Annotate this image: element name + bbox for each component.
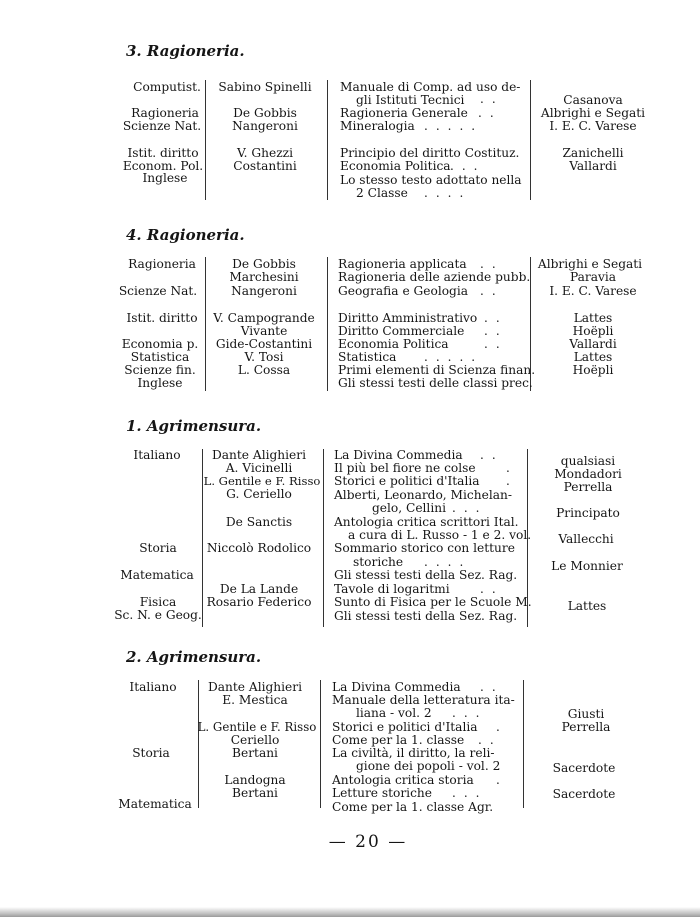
- column-divider: [205, 257, 206, 391]
- book-title: La civiltà, il diritto, la reli-: [332, 746, 495, 760]
- leader-dots: .: [496, 720, 508, 734]
- leader-dots: .: [506, 474, 518, 488]
- subject-cell: Matematica: [120, 568, 194, 582]
- author-cell: Gide-Costantini: [215, 337, 313, 351]
- author-cell: Rosario Federico: [206, 595, 312, 609]
- leader-dots: ..: [480, 680, 504, 694]
- section-title: 2. Agrimensura.: [126, 648, 262, 666]
- book-title: Antologia critica scrittori Ital.: [334, 515, 519, 529]
- book-title: Letture storiche: [332, 786, 432, 800]
- author-cell: Bertani: [232, 746, 278, 760]
- subject-cell: Economia p.: [121, 337, 199, 351]
- book-title: Come per la 1. classe: [332, 733, 465, 747]
- author-cell: Costantini: [233, 159, 297, 173]
- leader-dots: ..: [484, 324, 508, 338]
- subject-cell: Scienze Nat.: [118, 284, 198, 298]
- subject-cell: Italiano: [129, 680, 177, 694]
- publisher-cell: Lattes: [573, 311, 613, 325]
- book-title: Primi elementi di Scienza finan.: [338, 363, 536, 377]
- author-cell: Ceriello: [230, 733, 280, 747]
- subject-cell: Matematica: [118, 797, 192, 811]
- author-cell: Niccolò Rodolico: [206, 541, 312, 555]
- column-divider: [205, 80, 206, 200]
- leader-dots: ..: [478, 733, 502, 747]
- author-cell: V. Tosi: [244, 350, 284, 364]
- leader-dots: ...: [452, 786, 488, 800]
- book-title: Mineralogia: [340, 119, 415, 133]
- author-cell: Marchesini: [229, 270, 299, 284]
- author-cell: Sabino Spinelli: [218, 80, 312, 94]
- author-cell: De Gobbis: [233, 106, 297, 120]
- leader-dots: ..: [480, 257, 504, 271]
- section-title: 1. Agrimensura.: [126, 417, 262, 435]
- book-title: gli Istituti Tecnici: [356, 93, 465, 107]
- leader-dots: ..: [480, 582, 504, 596]
- book-title: Economia Politica: [340, 159, 451, 173]
- book-title: Antologia critica storia: [332, 773, 474, 787]
- publisher-cell: Albrighi e Segati: [537, 257, 643, 271]
- leader-dots: .....: [424, 350, 484, 364]
- book-title: Il più bel fiore ne colse: [334, 461, 476, 475]
- author-cell: De La Lande: [219, 582, 299, 596]
- leader-dots: ...: [452, 501, 488, 515]
- book-title: Diritto Amministrativo: [338, 311, 478, 325]
- author-cell: Nangeroni: [231, 284, 297, 298]
- author-cell: V. Ghezzi: [237, 146, 293, 160]
- subject-cell: Storia: [139, 541, 177, 555]
- leader-dots: ....: [424, 186, 472, 200]
- book-title: liana - vol. 2: [356, 706, 432, 720]
- column-divider: [327, 80, 328, 200]
- subject-cell: Statistica: [130, 350, 190, 364]
- book-title: storiche: [353, 555, 404, 569]
- book-title: Ragioneria delle aziende pubb.: [338, 270, 531, 284]
- publisher-cell: Vallardi: [569, 159, 617, 173]
- publisher-cell: Paravia: [569, 270, 617, 284]
- author-cell: De Sanctis: [225, 515, 293, 529]
- book-title: Tavole di logaritmi: [334, 582, 450, 596]
- subject-cell: Istit. diritto: [126, 311, 198, 325]
- publisher-cell: Casanova: [563, 93, 623, 107]
- author-cell: L. Gentile e F. Risso: [203, 474, 321, 488]
- publisher-cell: Albrighi e Segati: [540, 106, 646, 120]
- book-title: Ragioneria Generale: [340, 106, 468, 120]
- book-title: Principio del diritto Costituz.: [340, 146, 520, 160]
- book-title: gione dei popoli - vol. 2: [356, 759, 501, 773]
- publisher-cell: Mondadori: [554, 467, 622, 481]
- publisher-cell: Zanichelli: [562, 146, 624, 160]
- subject-cell: Italiano: [133, 448, 181, 462]
- publisher-cell: Hoëpli: [572, 363, 614, 377]
- leader-dots: .: [506, 461, 518, 475]
- subject-cell: Scienze Nat.: [122, 119, 202, 133]
- book-title: 2 Classe: [356, 186, 408, 200]
- page-edge-shadow: [0, 907, 700, 917]
- book-title: Storici e politici d'Italia: [334, 474, 480, 488]
- publisher-cell: I. E. C. Varese: [549, 119, 637, 133]
- book-title: Economia Politica: [338, 337, 449, 351]
- leader-dots: ...: [452, 706, 488, 720]
- column-divider: [327, 257, 328, 391]
- book-title: Geografia e Geologia: [338, 284, 469, 298]
- subject-cell: Scienze fin.: [124, 363, 196, 377]
- section-title: 4. Ragioneria.: [126, 226, 245, 244]
- publisher-cell: Sacerdote: [552, 761, 616, 775]
- book-title: Come per la 1. classe Agr.: [332, 800, 494, 814]
- book-title: Manuale della letteratura ita-: [332, 693, 515, 707]
- subject-cell: Sc. N. e Geog.: [114, 608, 202, 622]
- publisher-cell: Sacerdote: [552, 787, 616, 801]
- book-title: a cura di L. Russo - 1 e 2. vol.: [348, 528, 532, 542]
- publisher-cell: Principato: [556, 506, 620, 520]
- publisher-cell: Perrella: [561, 720, 611, 734]
- column-divider: [198, 680, 199, 808]
- publisher-cell: I. E. C. Varese: [549, 284, 637, 298]
- publisher-cell: Perrella: [563, 480, 613, 494]
- column-divider: [323, 449, 324, 627]
- book-title: Storici e politici d'Italia: [332, 720, 478, 734]
- book-title: Alberti, Leonardo, Michelan-: [334, 488, 512, 502]
- author-cell: L. Gentile e F. Risso: [197, 720, 317, 734]
- book-title: Manuale di Comp. ad uso de-: [340, 80, 521, 94]
- publisher-cell: Giusti: [567, 707, 605, 721]
- author-cell: De Gobbis: [232, 257, 296, 271]
- author-cell: V. Campogrande: [213, 311, 315, 325]
- column-divider: [320, 680, 321, 808]
- book-title: Diritto Commerciale: [338, 324, 465, 338]
- publisher-cell: Vallecchi: [558, 532, 614, 546]
- leader-dots: .: [496, 773, 508, 787]
- publisher-cell: Vallardi: [569, 337, 617, 351]
- publisher-cell: Hoëpli: [572, 324, 614, 338]
- book-title: Gli stessi testi della Sez. Rag.: [334, 568, 518, 582]
- subject-cell: Computist.: [133, 80, 201, 94]
- book-title: La Divina Commedia: [332, 680, 461, 694]
- subject-cell: Econom. Pol.: [122, 159, 204, 173]
- page-number: — 20 —: [328, 832, 408, 852]
- leader-dots: ..: [484, 337, 508, 351]
- leader-dots: ....: [424, 555, 472, 569]
- leader-dots: ..: [480, 284, 504, 298]
- subject-cell: Inglese: [142, 171, 188, 185]
- subject-cell: Ragioneria: [128, 257, 196, 271]
- author-cell: Landogna: [224, 773, 286, 787]
- author-cell: L. Cossa: [237, 363, 291, 377]
- book-title: La Divina Commedia: [334, 448, 463, 462]
- book-title: Gli stessi testi della Sez. Rag.: [334, 609, 518, 623]
- subject-cell: Istit. diritto: [127, 146, 199, 160]
- leader-dots: ..: [478, 106, 502, 120]
- book-title: Lo stesso testo adottato nella: [340, 173, 522, 187]
- leader-dots: ..: [484, 311, 508, 325]
- book-title: Sommario storico con letture: [334, 541, 515, 555]
- leader-dots: ..: [480, 448, 504, 462]
- author-cell: G. Ceriello: [226, 487, 292, 501]
- author-cell: Nangeroni: [232, 119, 298, 133]
- leader-dots: ..: [480, 92, 504, 106]
- author-cell: Dante Alighieri: [208, 680, 302, 694]
- author-cell: Dante Alighieri: [212, 448, 306, 462]
- book-title: Statistica: [338, 350, 397, 364]
- subject-cell: Ragioneria: [131, 106, 199, 120]
- author-cell: Bertani: [232, 786, 278, 800]
- publisher-cell: Lattes: [573, 350, 613, 364]
- author-cell: A. Vicinelli: [225, 461, 293, 475]
- author-cell: E. Mestica: [222, 693, 288, 707]
- subject-cell: Inglese: [137, 376, 183, 390]
- publisher-cell: qualsiasi: [560, 454, 616, 468]
- column-divider: [523, 680, 524, 808]
- book-title: Ragioneria applicata: [338, 257, 467, 271]
- leader-dots: ...: [450, 159, 486, 173]
- publisher-cell: Lattes: [567, 599, 607, 613]
- leader-dots: .....: [424, 119, 484, 133]
- subject-cell: Fisica: [139, 595, 177, 609]
- book-title: Sunto di Fisica per le Scuole M.: [334, 595, 532, 609]
- publisher-cell: Le Monnier: [551, 559, 623, 573]
- author-cell: Vivante: [240, 324, 288, 338]
- book-title: gelo, Cellini: [372, 501, 446, 515]
- column-divider: [530, 80, 531, 200]
- book-title: Gli stessi testi delle classi prec.: [338, 376, 533, 390]
- section-title: 3. Ragioneria.: [126, 42, 245, 60]
- subject-cell: Storia: [132, 746, 170, 760]
